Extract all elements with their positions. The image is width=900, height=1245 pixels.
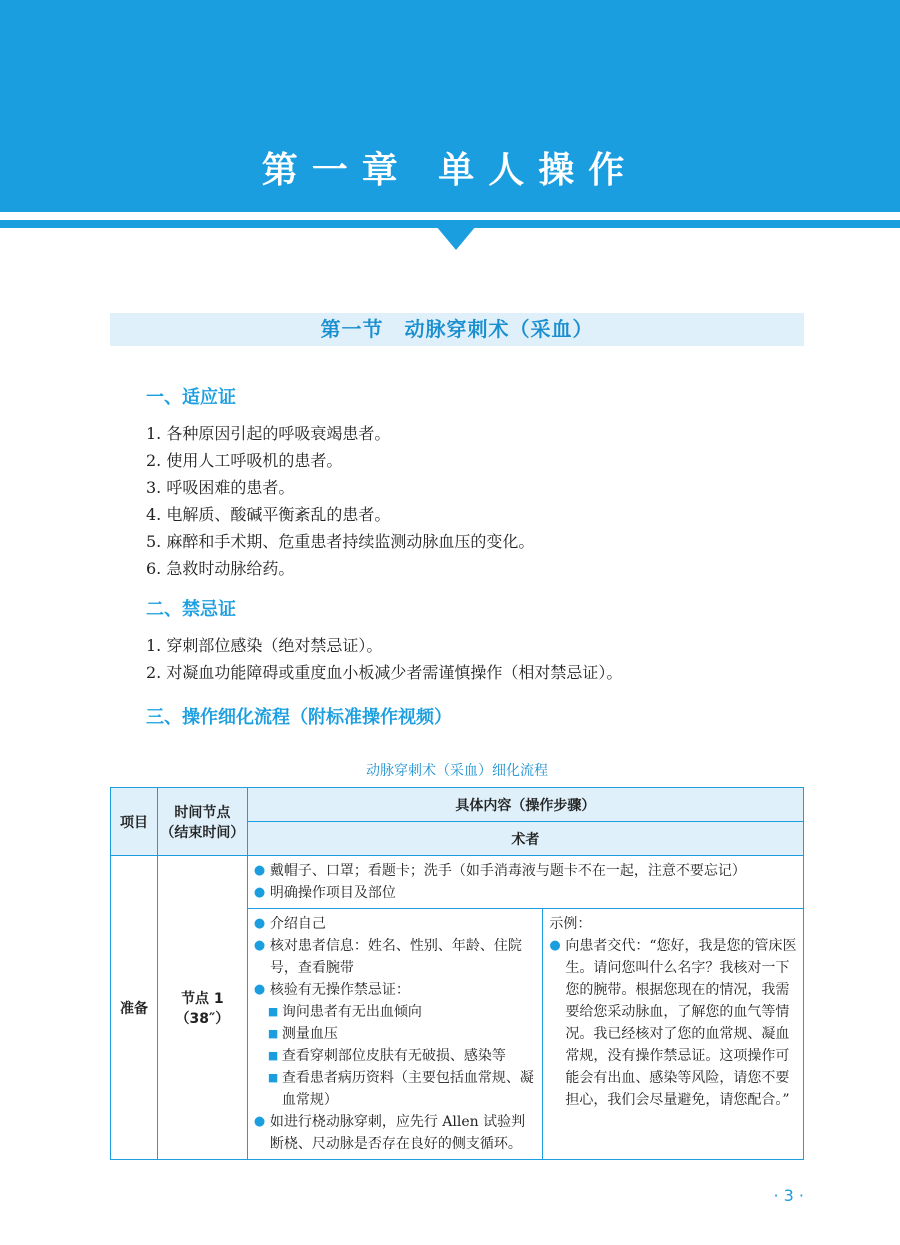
bullet-icon: ● (253, 885, 266, 900)
check-steps (247, 909, 543, 1160)
square-bullet-icon: ■ (267, 1049, 279, 1062)
banner-divider (0, 212, 900, 220)
procedure-heading: 三、操作细化流程（附标准操作视频） (146, 707, 452, 728)
bullet-icon: ● (253, 1114, 266, 1129)
square-bullet-icon: ■ (267, 1071, 279, 1084)
sub-item: ■ 查看患者病历资料（主要包括血常规、凝血常规） (254, 1067, 537, 1111)
list-item: 3. 呼吸困难的患者。 (146, 478, 295, 497)
time-node-time: （38″） (175, 1010, 230, 1027)
square-bullet-icon: ■ (267, 1027, 279, 1040)
list-item: 1. 各种原因引起的呼吸衰竭患者。 (146, 424, 391, 443)
example-title: 示例： (549, 916, 592, 932)
section-title: 第一节 动脉穿刺术（采血） (110, 313, 804, 346)
bullet-icon: ● (549, 938, 561, 953)
header-time-line1: 时间节点 (174, 804, 231, 821)
bullet-icon: ● (253, 863, 266, 878)
list-item: 2. 对凝血功能障碍或重度血小板减少者需谨慎操作（相对禁忌证）。 (146, 663, 623, 682)
list-item: 2. 使用人工呼吸机的患者。 (146, 451, 343, 470)
chapter-title: 第一章 单人操作 (261, 150, 639, 191)
list-item: ● 核对患者信息：姓名、性别、年龄、住院号，查看腕带 (254, 935, 537, 979)
page-number: · 3 · (773, 1186, 804, 1205)
header-operator: 术者 (247, 822, 803, 856)
list-item: ● 介绍自己 (254, 913, 537, 935)
time-node (157, 856, 247, 1160)
contraindications-list (146, 632, 622, 686)
banner-notch-icon (436, 226, 476, 250)
list-item: ● 如进行桡动脉穿刺，应先行 Allen 试验判断桡、尺动脉是否存在良好的侧支循环。 (254, 1111, 537, 1155)
sub-item: ■ 询问患者有无出血倾向 (254, 1001, 537, 1023)
time-node-label: 节点 1 (181, 990, 224, 1007)
prep-steps (247, 856, 803, 909)
sub-item: ■ 测量血压 (254, 1023, 537, 1045)
header-item: 项目 (111, 788, 158, 856)
procedure-table (110, 787, 804, 1160)
row-label-prepare: 准备 (111, 856, 158, 1160)
example-cell (543, 909, 804, 1160)
list-item: 6. 急救时动脉给药。 (146, 559, 295, 578)
header-content: 具体内容（操作步骤） (247, 788, 803, 822)
example-item: ● 向患者交代：“您好，我是您的管床医生。请问您叫什么名字？我核对一下您的腕带。根据您现在的情况，我需要给您采动脉血，了解您的血气等情况。我已经核对了您的血常规、凝血常规，没有操作禁忌证。这项操作可能会有出血、感染等风险，请您不要担心，我们会尽量避免，请您配合。” (549, 935, 797, 1111)
indications-list (146, 420, 534, 582)
list-item: 5. 麻醉和手术期、危重患者持续监测动脉血压的变化。 (146, 532, 535, 551)
sub-item: ■ 查看穿刺部位皮肤有无破损、感染等 (254, 1045, 537, 1067)
bullet-icon: ● (253, 982, 266, 997)
table-caption: 动脉穿刺术（采血）细化流程 (366, 763, 548, 779)
header-time (157, 788, 247, 856)
list-item: ● 核验有无操作禁忌证： (254, 979, 537, 1001)
header-time-line2: （结束时间） (160, 824, 245, 841)
list-item: 4. 电解质、酸碱平衡紊乱的患者。 (146, 505, 391, 524)
square-bullet-icon: ■ (267, 1005, 279, 1018)
indications-heading: 一、适应证 (146, 387, 236, 408)
list-item: 1. 穿刺部位感染（绝对禁忌证）。 (146, 636, 383, 655)
contraindications-heading: 二、禁忌证 (146, 599, 236, 620)
list-item: ● 明确操作项目及部位 (254, 882, 797, 904)
list-item: ● 戴帽子、口罩；看题卡；洗手（如手消毒液与题卡不在一起，注意不要忘记） (254, 860, 797, 882)
bullet-icon: ● (253, 938, 266, 953)
bullet-icon: ● (253, 916, 266, 931)
